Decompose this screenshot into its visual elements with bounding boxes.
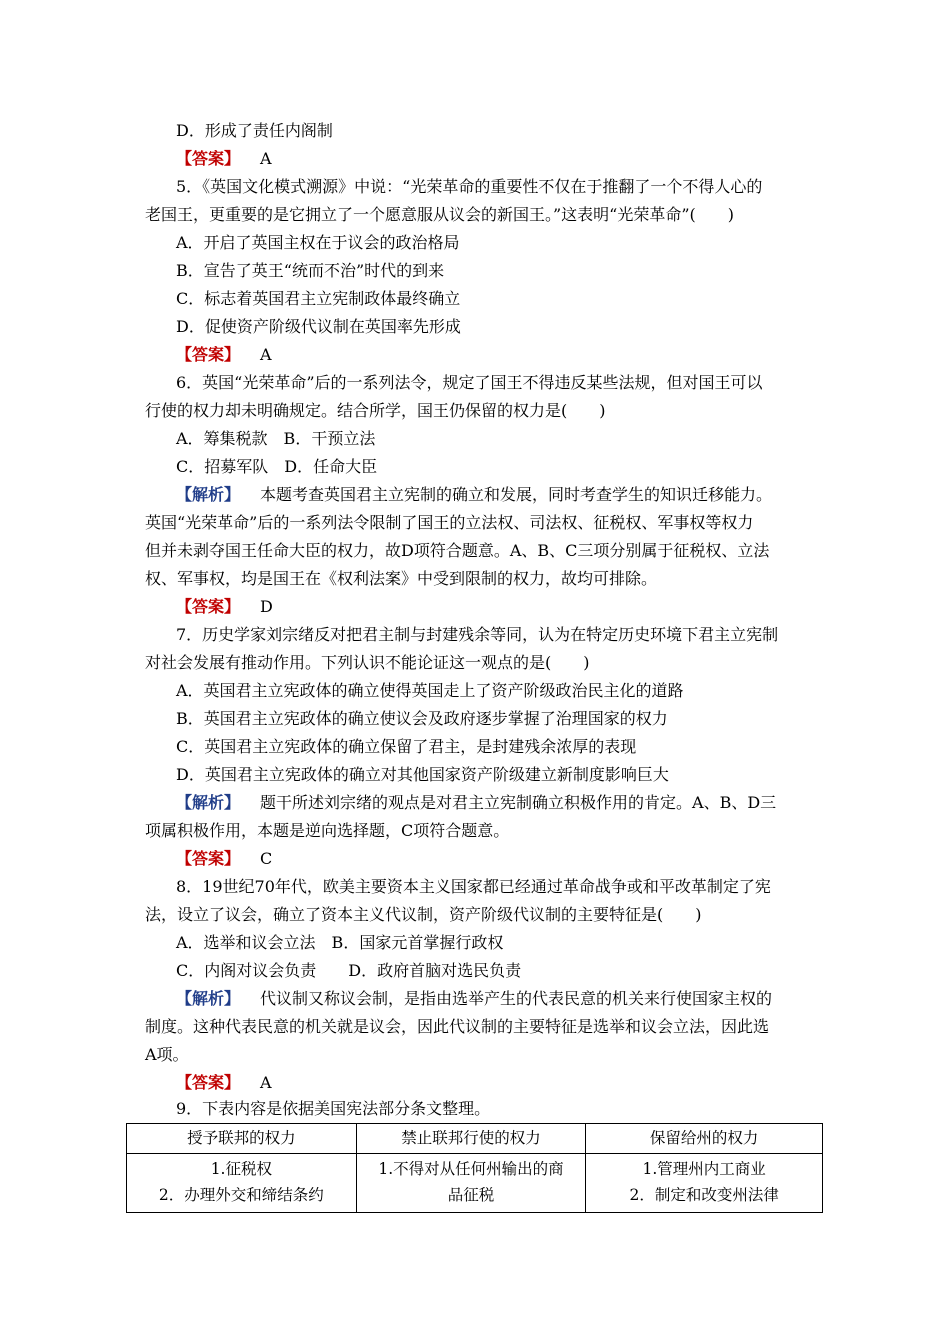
answer-tag: 【答案】	[176, 149, 241, 168]
answer-value: D	[260, 597, 273, 616]
answer-q7	[176, 849, 272, 869]
analysis-text: 题干所述刘宗绪的观点是对君主立宪制确立积极作用的肯定。A、B、D三	[260, 793, 777, 812]
option-a-q5: A．开启了英国主权在于议会的政治格局	[176, 233, 460, 252]
answer-q4	[176, 149, 272, 169]
analysis-tag: 【解析】	[176, 793, 241, 812]
answer-tag: 【答案】	[176, 1073, 241, 1092]
answer-value: A	[260, 1073, 272, 1092]
cell-line: 品征税	[447, 1186, 495, 1204]
table-header-cell: 禁止联邦行使的权力	[356, 1124, 586, 1154]
answer-q5	[176, 345, 272, 365]
cell-line: 1.不得对从任何州输出的商	[378, 1160, 564, 1178]
question-6-line2: 行使的权力却未明确规定。结合所学，国王仍保留的权力是( )	[145, 401, 606, 420]
analysis-q8-line1	[176, 989, 772, 1009]
table-header-cell: 授予联邦的权力	[127, 1124, 357, 1154]
answer-value: C	[260, 849, 273, 868]
answer-tag: 【答案】	[176, 597, 241, 616]
option-d-q4: D．形成了责任内阁制	[176, 121, 333, 140]
answer-q8	[176, 1073, 272, 1093]
table-cell	[127, 1154, 357, 1213]
option-d-q5: D．促使资产阶级代议制在英国率先形成	[176, 317, 461, 336]
analysis-q6-line2: 英国“光荣革命”后的一系列法令限制了国王的立法权、司法权、征税权、军事权等权力	[145, 513, 754, 532]
answer-value: A	[260, 345, 272, 364]
question-7-line1: 7．历史学家刘宗绪反对把君主制与封建残余等同，认为在特定历史环境下君主立宪制	[176, 625, 779, 644]
table-cell	[586, 1154, 823, 1213]
table-row	[127, 1154, 823, 1213]
question-5-line2: 老国王，更重要的是它拥立了一个愿意服从议会的新国王。”这表明“光荣革命”( )	[145, 205, 735, 224]
cell-line: 2．制定和改变州法律	[629, 1186, 779, 1204]
question-7-line2: 对社会发展有推动作用。下列认识不能论证这一观点的是( )	[145, 653, 590, 672]
options-cd-q8: C．内阁对议会负责 D．政府首脑对选民负责	[176, 961, 522, 980]
options-cd-q6: C．招募军队 D．任命大臣	[176, 457, 378, 476]
analysis-q6-line4: 权、军事权，均是国王在《权利法案》中受到限制的权力，故均可排除。	[145, 569, 658, 588]
analysis-tag: 【解析】	[176, 485, 241, 504]
analysis-q7-line2: 项属积极作用，本题是逆向选择题，C项符合题意。	[145, 821, 510, 840]
cell-line: 1.管理州内工商业	[642, 1160, 766, 1178]
analysis-q6-line3: 但并未剥夺国王任命大臣的权力，故D项符合题意。A、B、C三项分别属于征税权、立法	[145, 541, 770, 560]
cell-line: 1.征税权	[210, 1160, 272, 1178]
table-cell	[356, 1154, 586, 1213]
analysis-tag: 【解析】	[176, 989, 241, 1008]
options-ab-q8: A．选举和议会立法 B．国家元首掌握行政权	[176, 933, 504, 952]
question-8-line2: 法，设立了议会，确立了资本主义代议制，资产阶级代议制的主要特征是( )	[145, 905, 702, 924]
option-d-q7: D．英国君主立宪政体的确立对其他国家资产阶级建立新制度影响巨大	[176, 765, 669, 784]
option-a-q7: A．英国君主立宪政体的确立使得英国走上了资产阶级政治民主化的道路	[176, 681, 684, 700]
question-6-line1: 6．英国“光荣革命”后的一系列法令，规定了国王不得违反某些法规，但对国王可以	[176, 373, 763, 392]
analysis-q8-line2: 制度。这种代表民意的机关就是议会，因此代议制的主要特征是选举和议会立法，因此选	[145, 1017, 770, 1036]
powers-table	[126, 1123, 823, 1213]
option-b-q5: B．宣告了英王“统而不治”时代的到来	[176, 261, 445, 280]
answer-tag: 【答案】	[176, 849, 241, 868]
question-9-line1: 9．下表内容是依据美国宪法部分条文整理。	[176, 1099, 491, 1118]
option-c-q7: C．英国君主立宪政体的确立保留了君主，是封建残余浓厚的表现	[176, 737, 637, 756]
analysis-q8-line3: A项。	[145, 1045, 189, 1064]
question-5-line1: 5．《英国文化模式溯源》中说：“光荣革命的重要性不仅在于推翻了一个不得人心的	[176, 177, 763, 196]
table-header-row	[127, 1124, 823, 1154]
table-header-cell: 保留给州的权力	[586, 1124, 823, 1154]
options-ab-q6: A．筹集税款 B．干预立法	[176, 429, 376, 448]
analysis-text: 代议制又称议会制，是指由选举产生的代表民意的机关来行使国家主权的	[260, 989, 773, 1008]
analysis-q7-line1	[176, 793, 776, 813]
question-8-line1: 8．19世纪70年代，欧美主要资本主义国家都已经通过革命战争或和平改革制定了宪	[176, 877, 771, 896]
option-c-q5: C．标志着英国君主立宪制政体最终确立	[176, 289, 461, 308]
analysis-q6-line1	[176, 485, 772, 505]
answer-value: A	[260, 149, 272, 168]
analysis-text: 本题考查英国君主立宪制的确立和发展，同时考查学生的知识迁移能力。	[260, 485, 773, 504]
cell-line: 2．办理外交和缔结条约	[158, 1186, 324, 1204]
answer-q6	[176, 597, 273, 617]
option-b-q7: B．英国君主立宪政体的确立使议会及政府逐步掌握了治理国家的权力	[176, 709, 668, 728]
answer-tag: 【答案】	[176, 345, 241, 364]
